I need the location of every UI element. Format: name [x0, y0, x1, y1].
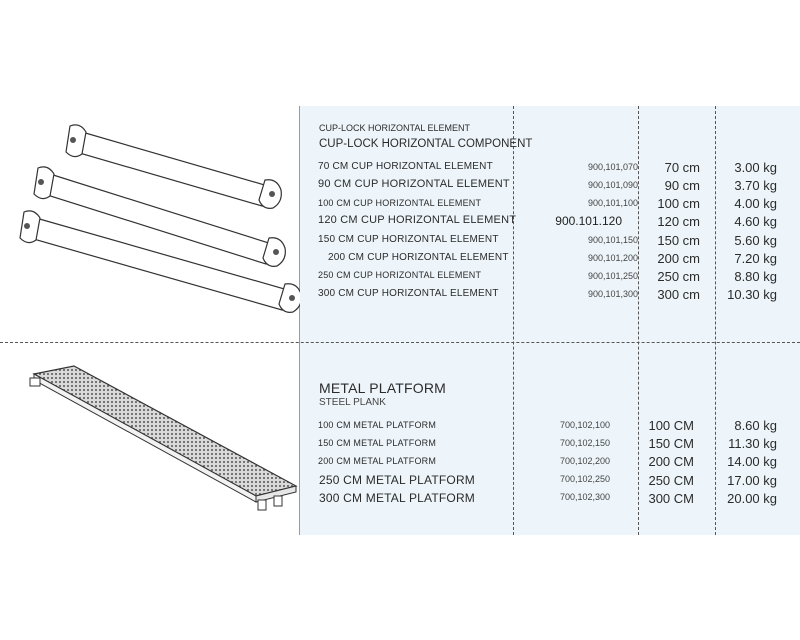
row-length: 200 CM: [648, 454, 694, 469]
row-name: 250 CM CUP HORIZONTAL ELEMENT: [318, 270, 482, 280]
row-name: 300 CM METAL PLATFORM: [319, 491, 476, 505]
row-code: 700,102,300: [559, 492, 610, 502]
row-code: 900,101,300: [587, 289, 638, 299]
platform-subtitle: STEEL PLANK: [319, 397, 386, 408]
row-name: 200 CM CUP HORIZONTAL ELEMENT: [328, 252, 509, 263]
horizontal-header-small: CUP-LOCK HORIZONTAL ELEMENT: [319, 123, 471, 133]
row-code: 700,102,250: [559, 474, 610, 484]
platform-title: METAL PLATFORM: [319, 380, 446, 396]
row-weight: 4.00 kg: [734, 196, 777, 211]
row-weight: 17.00 kg: [727, 473, 777, 488]
row-code: 900,101,070: [587, 162, 638, 172]
row-code: 700,102,200: [559, 456, 610, 466]
row-code: 900.101.120: [555, 214, 622, 228]
row-name: 150 CM METAL PLATFORM: [318, 438, 437, 448]
row-weight: 20.00 kg: [727, 491, 777, 506]
row-weight: 14.00 kg: [727, 454, 777, 469]
row-code: 900,101,150: [587, 235, 638, 245]
row-length: 100 cm: [657, 196, 700, 211]
row-code: 900,101,200: [587, 253, 638, 263]
row-length: 100 CM: [648, 418, 694, 433]
row-weight: 3.00 kg: [734, 160, 777, 175]
row-weight: 7.20 kg: [734, 251, 777, 266]
row-length: 70 cm: [664, 160, 700, 175]
row-weight: 4.60 kg: [734, 214, 777, 229]
metal-platform-illustration: [10, 360, 300, 520]
row-weight: 3.70 kg: [734, 178, 777, 193]
row-name: 300 CM CUP HORIZONTAL ELEMENT: [318, 288, 499, 299]
row-weight: 8.60 kg: [734, 418, 777, 433]
row-name: 100 CM METAL PLATFORM: [318, 420, 437, 430]
row-name: 100 CM CUP HORIZONTAL ELEMENT: [318, 198, 482, 208]
row-length: 120 cm: [657, 214, 700, 229]
column-divider-code: [513, 106, 514, 535]
row-name: 250 CM METAL PLATFORM: [319, 473, 476, 487]
horizontal-header-large: CUP-LOCK HORIZONTAL COMPONENT: [319, 138, 533, 150]
row-code: 900,101,250: [587, 271, 638, 281]
row-length: 300 cm: [657, 287, 700, 302]
row-code: 700,102,100: [559, 420, 610, 430]
row-weight: 5.60 kg: [734, 233, 777, 248]
row-length: 300 CM: [648, 491, 694, 506]
row-name: 200 CM METAL PLATFORM: [318, 456, 437, 466]
row-name: 70 CM CUP HORIZONTAL ELEMENT: [318, 161, 493, 172]
row-length: 200 cm: [657, 251, 700, 266]
row-name: 90 CM CUP HORIZONTAL ELEMENT: [318, 178, 510, 190]
row-length: 150 cm: [657, 233, 700, 248]
section-divider: [0, 342, 800, 343]
row-weight: 11.30 kg: [728, 436, 777, 451]
row-length: 90 cm: [664, 178, 700, 193]
row-name: 150 CM CUP HORIZONTAL ELEMENT: [318, 234, 499, 245]
row-code: 900,101,090: [587, 180, 638, 190]
row-code: 700,102,150: [559, 438, 610, 448]
row-length: 250 cm: [657, 269, 700, 284]
row-weight: 8.80 kg: [734, 269, 777, 284]
row-code: 900,101,100: [587, 198, 638, 208]
row-length: 150 CM: [648, 436, 694, 451]
row-weight: 10.30 kg: [727, 287, 777, 302]
cup-horizontal-illustration: [10, 118, 300, 328]
row-name: 120 CM CUP HORIZONTAL ELEMENT: [318, 214, 517, 226]
row-length: 250 CM: [648, 473, 694, 488]
